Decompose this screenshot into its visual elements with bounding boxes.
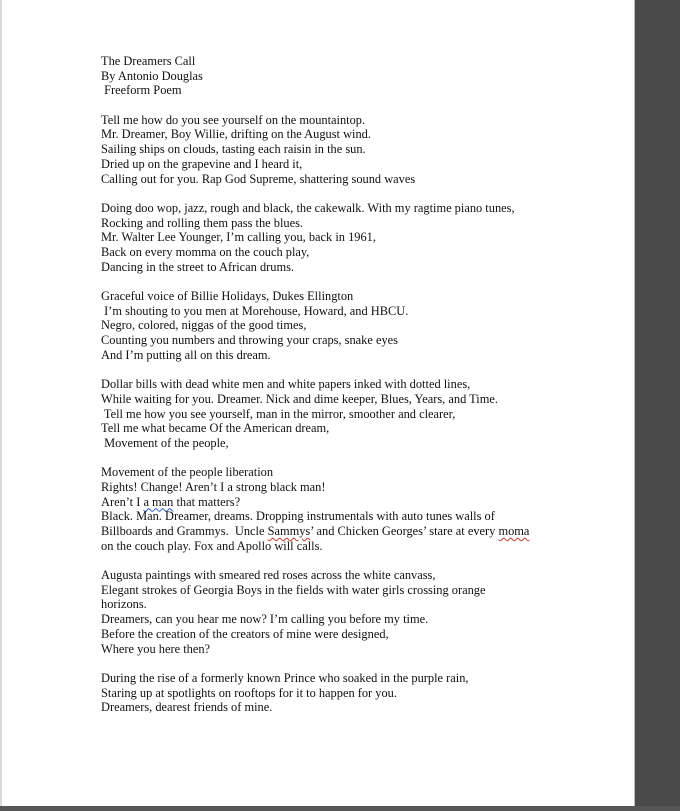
poem-line: Sailing ships on clouds, tasting each raisin in the sun. [101,142,366,157]
poem-line: Staring up at spotlights on rooftops for it to happen for you. [101,685,397,700]
poem-line: Movement of the people, [101,435,229,450]
poem-line: Before the creation of the creators of mine were designed, [101,626,389,641]
poem-form: Freeform Poem [101,83,182,98]
poem-line: Dancing in the street to African drums. [101,259,295,274]
poem-line: Tell me what became Of the American dream, [101,421,330,436]
stanza-4 [101,377,621,450]
text-run: Aren’t I [101,494,144,509]
poem-line: Dried up on the grapevine and I heard it, [101,156,303,171]
poem-line: During the rise of a formerly known Prince who soaked in the purple rain, [101,670,469,685]
poem-line: And I’m putting all on this dream. [101,347,271,362]
poem-line: Black. Man. Dreamer, dreams. Dropping instrumentals with auto tunes walls of [101,509,495,524]
grammar-check-underline: a man [143,494,174,509]
poem-line: Tell me how do you see yourself on the mountaintop. [101,112,366,127]
poem-line: Rights! Change! Aren’t I a strong black man! [101,479,326,494]
poem-line: Tell me how you see yourself, man in the mirror, smoother and clearer, [101,406,456,421]
poem-author: By Antonio Douglas [101,68,203,83]
poem-line [101,524,621,539]
poem-line: Mr. Walter Lee Younger, I’m calling you, back in 1961, [101,230,376,245]
window-background-right [635,0,680,811]
poem-line [101,495,621,510]
poem-line: Augusta paintings with smeared red roses across the white canvass, [101,568,436,583]
poem-line: on the couch play. Fox and Apollo will calls. [101,538,323,553]
stanza-6 [101,568,621,656]
poem-line: Dollar bills with dead white men and white papers inked with dotted lines, [101,377,471,392]
stanza-5 [101,465,621,553]
poem-line: Where you here then? [101,641,211,656]
poem-line: Mr. Dreamer, Boy Willie, drifting on the August wind. [101,127,371,142]
page-left-edge [0,0,2,811]
poem-line: Counting you numbers and throwing your craps, snake eyes [101,333,398,348]
stanza-1 [101,113,621,186]
text-run: ’ and Chicken Georges’ stare at every [310,524,499,538]
poem-line: I’m shouting to you men at Morehouse, Howard, and HBCU. [101,303,409,318]
text-run: that matters? [173,494,241,509]
poem-line: Dreamers, dearest friends of mine. [101,700,273,715]
poem-line: Dreamers, can you hear me now? I’m calling you before my time. [101,612,429,627]
poem-title: The Dreamers Call [101,54,196,68]
text-run: Billboards and Grammys. Uncle [101,524,268,538]
poem-line: Negro, colored, niggas of the good times, [101,318,307,333]
poem-line: horizons. [101,597,147,612]
poem-line: Elegant strokes of Georgia Boys in the fields with water girls crossing orange [101,582,486,597]
stanza-2 [101,201,621,274]
poem-line: Calling out for you. Rap God Supreme, shattering sound waves [101,171,416,186]
poem-text [101,54,621,715]
poem-line: Back on every momma on the couch play, [101,244,310,259]
poem-line: Graceful voice of Billie Holidays, Dukes Ellington [101,289,354,303]
poem-line: Doing doo wop, jazz, rough and black, the cakewalk. With my ragtime piano tunes, [101,200,515,215]
spell-check-underline: moma [498,524,530,538]
poem-line: While waiting for you. Dreamer. Nick and dime keeper, Blues, Years, and Time. [101,391,498,406]
poem-line: Rocking and rolling them pass the blues. [101,215,304,230]
window-background-bottom [0,806,680,811]
spell-check-underline: Sammys [267,524,311,538]
poem-line: Movement of the people liberation [101,465,274,480]
stanza-7 [101,671,621,715]
stanza-3 [101,289,621,362]
